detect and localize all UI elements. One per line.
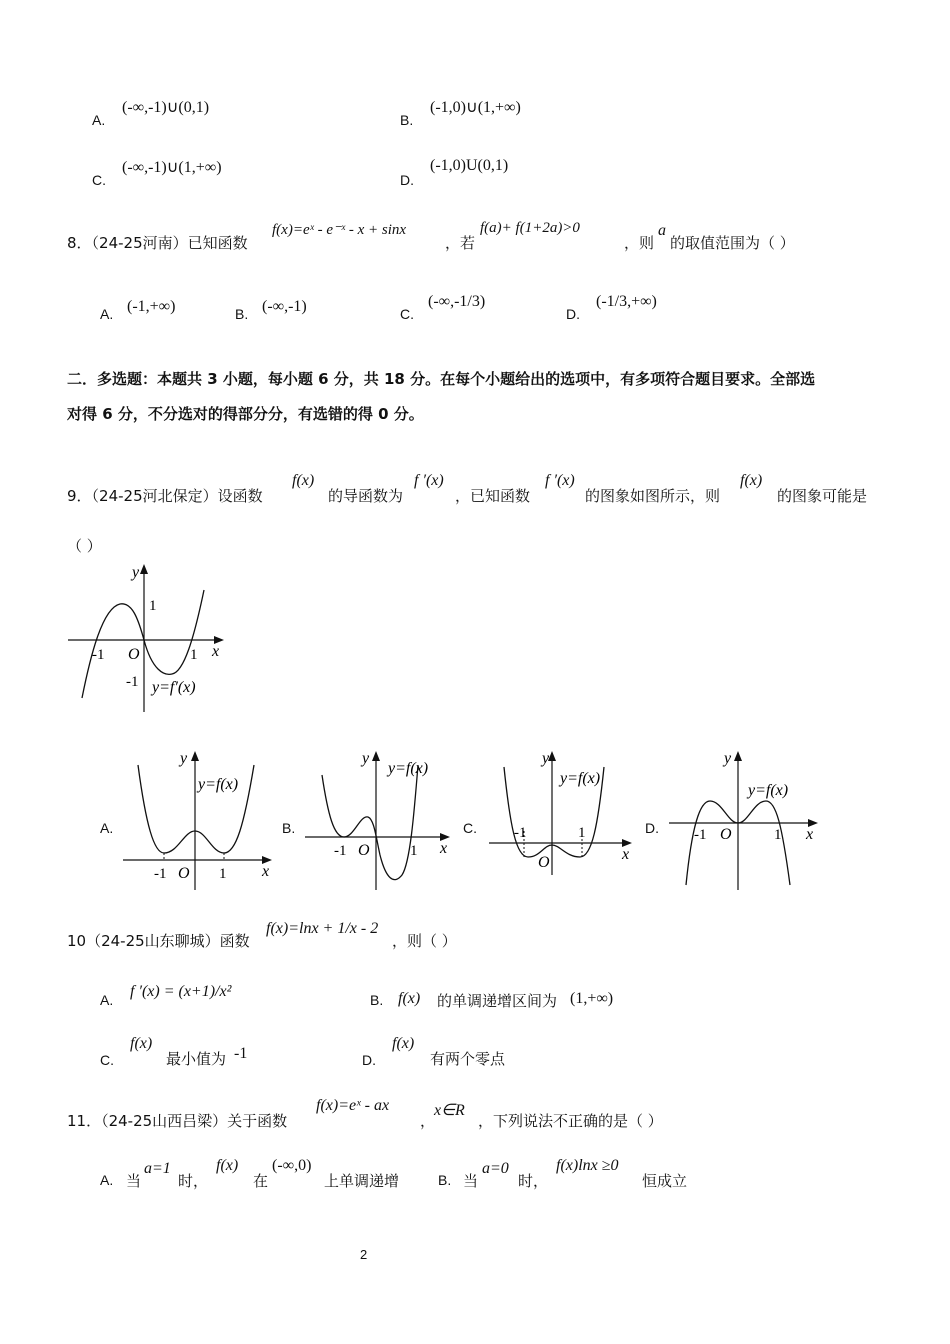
q9-b-y-label: y: [362, 750, 370, 767]
q8-option-d-expr: (-1/3,+∞): [596, 293, 657, 310]
q9-b-x-label: x: [440, 840, 448, 857]
q9-c-curve-label: y=f(x): [560, 770, 601, 787]
q11-option-a-label: A.: [100, 1172, 114, 1188]
q11-option-a-f: f(x): [216, 1157, 239, 1174]
q7-option-a-label: A.: [92, 112, 106, 128]
q7-option-c-label: C.: [92, 172, 106, 188]
q10-stem-post: ，则（ ）: [392, 932, 457, 950]
q9-a-origin: O: [178, 865, 190, 882]
q8-function: f(x)=eˣ - e⁻ˣ - x + sinx: [272, 222, 407, 238]
q9-stem-num: 9．（24-25河北保定）设函数: [67, 487, 263, 505]
q9-main-tick-x1: 1: [190, 647, 198, 663]
q11-option-b-label: B.: [438, 1172, 452, 1188]
q10-option-d-label: D.: [362, 1052, 376, 1068]
q9-f2: f ′(x): [414, 472, 444, 489]
q9-option-b-graph: [300, 745, 460, 890]
q10-stem-pre: 10（24-25山东聊城）函数: [67, 932, 250, 950]
q11-option-b-t1: 当: [463, 1172, 479, 1190]
q9-option-d-graph: [664, 745, 834, 890]
q11-separator: ，: [420, 1112, 436, 1130]
q8-option-c-expr: (-∞,-1/3): [428, 293, 486, 310]
q10-option-b-interval: (1,+∞): [570, 990, 614, 1007]
q8-option-d-label: D.: [566, 306, 580, 322]
q11-option-a-interval: (-∞,0): [272, 1157, 312, 1174]
q11-stem-post: ，下列说法不正确的是（ ）: [478, 1112, 663, 1130]
page-number: 2: [360, 1247, 368, 1262]
q9-d-x-label: x: [806, 826, 814, 843]
q9-d-origin: O: [720, 826, 732, 843]
q9-f4: f(x): [740, 472, 763, 489]
q9-main-curve-label: y=f′(x): [152, 679, 196, 696]
q8-stem-post: ，则: [624, 234, 655, 252]
q10-option-b-f: f(x): [398, 990, 421, 1007]
q9-main-x-label: x: [212, 643, 220, 660]
q7-option-a-expr: (-∞,-1)∪(0,1): [122, 99, 210, 116]
q9-main-tick-yneg1: -1: [126, 674, 139, 690]
q9-derivative-graph: [62, 558, 232, 718]
q11-option-a-t1: 当: [126, 1172, 142, 1190]
q7-option-b-label: B.: [400, 112, 414, 128]
q9-c-x-label: x: [622, 846, 630, 863]
q8-option-b-label: B.: [235, 306, 249, 322]
q9-t4: 的图象可能是: [777, 487, 868, 505]
q9-b-curve-label: y=f(x): [388, 760, 429, 777]
q11-function: f(x)=eˣ - ax: [316, 1097, 390, 1114]
q10-option-c-f: f(x): [130, 1035, 153, 1052]
q9-b-tick-neg1: -1: [334, 843, 347, 859]
section-2-heading-line1: 二．多选题：本题共 3 小题，每小题 6 分，共 18 分。在每个小题给出的选项中，有多项符合题目要求。全部选: [67, 370, 816, 388]
q11-option-b-t2: 时，: [518, 1172, 549, 1190]
q9-d-y-label: y: [724, 750, 732, 767]
q10-option-d-f: f(x): [392, 1035, 415, 1052]
q9-c-y-label: y: [542, 750, 550, 767]
q9-t1: 的导函数为: [328, 487, 404, 505]
q9-f1: f(x): [292, 472, 315, 489]
q9-b-tick-1: 1: [410, 843, 418, 859]
q11-option-a-cond: a=1: [144, 1160, 171, 1177]
q9-a-curve-label: y=f(x): [198, 776, 239, 793]
q9-a-tick-neg1: -1: [154, 866, 167, 882]
q11-domain: x∈R: [434, 1102, 465, 1119]
q9-c-origin: O: [538, 854, 550, 871]
q9-option-a-label: A.: [100, 820, 114, 836]
q10-option-c-label: C.: [100, 1052, 114, 1068]
q9-f3: f ′(x): [545, 472, 575, 489]
q7-option-d-expr: (-1,0)U(0,1): [430, 157, 509, 174]
q9-option-a-graph: [118, 745, 283, 890]
q11-option-b-expr: f(x)lnx ≥0: [556, 1157, 619, 1174]
q9-c-tick-neg1: -1: [514, 825, 527, 841]
q7-option-b-expr: (-1,0)∪(1,+∞): [430, 99, 521, 116]
q9-d-tick-1: 1: [774, 827, 782, 843]
q9-main-tick-xneg1: -1: [92, 647, 105, 663]
q9-c-tick-1: 1: [578, 825, 586, 841]
q7-option-c-expr: (-∞,-1)∪(1,+∞): [122, 159, 222, 176]
q10-option-b-label: B.: [370, 992, 384, 1008]
q9-main-origin: O: [128, 646, 140, 663]
q9-option-c-graph: [484, 745, 644, 890]
q11-option-a-t2: 时，: [178, 1172, 209, 1190]
q9-d-tick-neg1: -1: [694, 827, 707, 843]
q8-option-a-label: A.: [100, 306, 114, 322]
q11-option-a-t3: 在: [253, 1172, 269, 1190]
q9-d-curve-label: y=f(x): [748, 782, 789, 799]
q8-stem-mid: ，若: [445, 234, 476, 252]
q8-option-a-expr: (-1,+∞): [127, 298, 176, 315]
q8-option-b-expr: (-∞,-1): [262, 298, 307, 315]
q10-option-b-text: 的单调递增区间为: [437, 992, 558, 1010]
q10-option-c-value: -1: [234, 1045, 248, 1062]
q10-option-a-expr: f ′(x) = (x+1)/x²: [130, 983, 232, 1000]
section-2-heading-line2: 对得 6 分，不分选对的得部分分，有选错的得 0 分。: [67, 405, 424, 423]
q9-main-y-label: y: [132, 564, 140, 581]
q9-option-b-label: B.: [282, 820, 296, 836]
q9-a-y-label: y: [180, 750, 188, 767]
q9-option-d-label: D.: [645, 820, 659, 836]
q9-main-tick-y1: 1: [149, 598, 157, 614]
q9-answer-paren: （ ）: [67, 537, 102, 555]
q11-option-a-t4: 上单调递增: [324, 1172, 400, 1190]
q9-b-origin: O: [358, 842, 370, 859]
q9-option-c-label: C.: [463, 820, 477, 836]
q9-t2: ，已知函数: [455, 487, 531, 505]
q10-function: f(x)=lnx + 1/x - 2: [266, 920, 379, 937]
q7-option-d-label: D.: [400, 172, 414, 188]
q8-option-c-label: C.: [400, 306, 414, 322]
q8-stem-end: 的取值范围为（ ）: [670, 234, 795, 252]
q11-option-b-t3: 恒成立: [642, 1172, 688, 1190]
q9-t3: 的图象如图所示，则: [585, 487, 721, 505]
q8-stem-pre: 8．（24-25河南）已知函数: [67, 234, 248, 252]
q11-option-b-cond: a=0: [482, 1160, 509, 1177]
q10-option-c-text: 最小值为: [166, 1050, 227, 1068]
q8-variable: a: [658, 222, 666, 239]
q10-option-d-text: 有两个零点: [430, 1050, 506, 1068]
q10-option-a-label: A.: [100, 992, 114, 1008]
q9-a-tick-1: 1: [219, 866, 227, 882]
q8-condition: f(a)+ f(1+2a)>0: [480, 220, 580, 236]
q9-a-x-label: x: [262, 863, 270, 880]
q11-stem-pre: 11．（24-25山西吕梁）关于函数: [67, 1112, 288, 1130]
